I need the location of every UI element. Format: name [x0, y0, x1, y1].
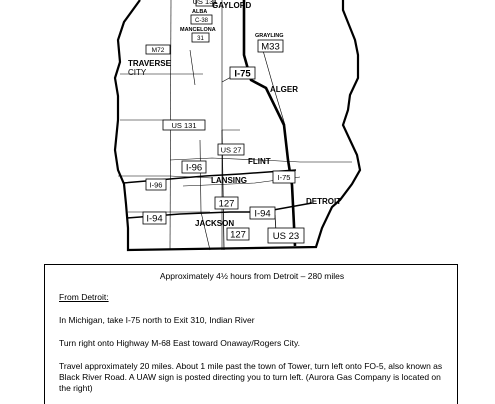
road-sign-i94-east [250, 207, 275, 220]
road-sign-i96-center-label: I-96 [185, 162, 203, 174]
direction-step-3: Travel approximately 20 miles. About 1 mile past the town of Tower, turn left onto FO-5, also known as Black River Road. A UAW sign is posted directing you to turn left. (Aurora Gas Company is located on the right) [59, 361, 443, 393]
city-label-alger: ALGER [270, 85, 298, 94]
road-sign-127-north [215, 197, 238, 210]
road-sign-c38 [191, 15, 212, 24]
road-sign-i75-north-label: I-75 [234, 68, 251, 80]
road-sign-127-south [227, 228, 249, 241]
road-sign-i96-west-label: I-96 [149, 180, 163, 190]
road-sign-us27 [218, 144, 244, 155]
direction-step-1: In Michigan, take I-75 north to Exit 310, Indian River [59, 315, 255, 325]
road-sign-i94-west [143, 212, 166, 225]
road-sign-i94-west-label: I-94 [146, 213, 163, 225]
road-sign-us23-label: US 23 [272, 231, 300, 242]
road-sign-31-label: 31 [197, 36, 204, 42]
road-sign-top-label: US 131 [192, 0, 218, 6]
road-sign-i75-north [230, 67, 255, 80]
road-sign-us131 [163, 120, 205, 130]
direction-step-2: Turn right onto Highway M-68 East toward Onaway/Rogers City. [59, 338, 300, 348]
directions-heading: From Detroit: [59, 292, 109, 302]
road-sign-127-north-label: 127 [218, 198, 235, 210]
road-sign-c38-label: C-38 [194, 18, 209, 24]
road-sign-i75-flint [273, 171, 295, 183]
road-sign-us131-label: US 131 [171, 121, 197, 130]
city-label-jackson: JACKSON [195, 219, 235, 228]
road-sign-i94-east-label: I-94 [254, 208, 271, 220]
road-sign-31 [192, 33, 209, 42]
city-label-traverse-city: CITY [128, 68, 147, 77]
city-label-mancelona: MANCELONA [180, 27, 216, 33]
city-label-gaylord: GAYLORD [212, 1, 252, 10]
city-label-flint: FLINT [248, 157, 271, 166]
road-sign-us27-label: US 27 [220, 145, 242, 155]
city-label-detroit: DETROIT [306, 197, 342, 206]
road-sign-i96-west [146, 179, 166, 190]
road-sign-m72-label: M72 [151, 47, 165, 54]
city-label-alba: ALBA [192, 9, 208, 15]
road-sign-m33 [258, 40, 283, 53]
directions-box [44, 264, 458, 404]
road-sign-i96-center [182, 161, 206, 174]
city-label-grayling: GRAYLING [255, 33, 284, 39]
trip-summary: Approximately 4½ hours from Detroit – 280 miles [159, 271, 345, 281]
road-sign-us23 [268, 228, 304, 243]
city-label-lansing: LANSING [211, 176, 247, 185]
road-sign-i75-flint-label: I-75 [277, 173, 291, 182]
road-sign-m33-label: M33 [261, 41, 280, 53]
road-sign-127-south-label: 127 [230, 229, 246, 241]
city-label-traverse: TRAVERSE [128, 59, 171, 68]
road-sign-m72 [146, 45, 170, 54]
